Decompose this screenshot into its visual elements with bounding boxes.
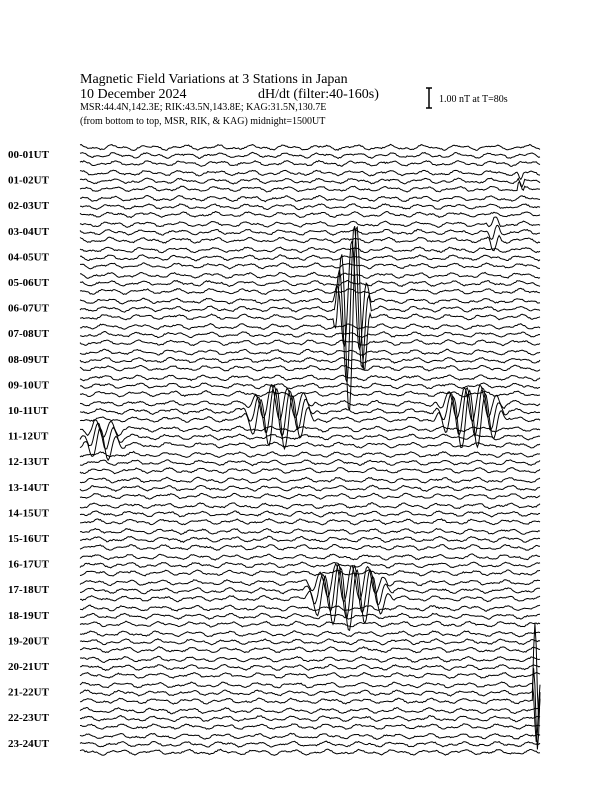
trace-msr-19-20UT [80, 647, 540, 653]
trace-rik-12-13UT [80, 460, 540, 466]
chart-filter: dH/dt (filter:40-160s) [258, 87, 379, 102]
hour-label: 07-08UT [8, 328, 49, 341]
trace-msr-23-24UT [80, 749, 540, 755]
trace-rik-07-08UT [80, 332, 540, 338]
trace-rik-08-09UT [80, 357, 540, 363]
trace-kag-16-17UT [80, 554, 540, 560]
trace-rik-23-24UT [80, 741, 540, 747]
hour-label: 01-02UT [8, 174, 49, 187]
hour-label: 04-05UT [8, 251, 49, 264]
trace-rik-05-06UT [80, 281, 540, 287]
hour-label: 22-23UT [8, 712, 49, 725]
trace-msr-07-08UT [80, 340, 540, 346]
trace-kag-22-23UT [80, 708, 540, 714]
trace-kag-09-10UT [80, 375, 540, 381]
trace-kag-13-14UT [80, 477, 540, 483]
trace-kag-17-18UT [80, 564, 540, 601]
chart-title: Magnetic Field Variations at 3 Stations in Japan [80, 72, 348, 87]
trace-kag-02-03UT [80, 196, 540, 202]
hour-label: 11-12UT [8, 430, 49, 443]
hour-label: 21-22UT [8, 686, 49, 699]
hour-label: 16-17UT [8, 558, 49, 571]
trace-rik-02-03UT [80, 204, 540, 210]
hour-label: 19-20UT [8, 635, 49, 648]
trace-rik-14-15UT [80, 511, 540, 517]
hour-label: 23-24UT [8, 737, 49, 750]
trace-msr-04-05UT [80, 263, 540, 269]
trace-kag-15-16UT [80, 529, 540, 535]
trace-kag-03-04UT [80, 217, 540, 227]
trace-kag-14-15UT [80, 503, 540, 509]
trace-msr-05-06UT [80, 288, 540, 294]
trace-msr-06-07UT [80, 227, 540, 410]
trace-rik-22-23UT [80, 716, 540, 722]
trace-rik-01-02UT [80, 178, 540, 187]
trace-rik-04-05UT [80, 255, 540, 261]
trace-rik-09-10UT [80, 383, 540, 389]
station-order-note: (from bottom to top, MSR, RIK, & KAG) midnight=1500UT [80, 116, 326, 127]
trace-msr-08-09UT [80, 365, 540, 371]
hour-label: 02-03UT [8, 200, 49, 213]
hour-label: 06-07UT [8, 302, 49, 315]
hour-label: 12-13UT [8, 456, 49, 469]
hour-label: 20-21UT [8, 661, 49, 673]
trace-kag-12-13UT [80, 452, 540, 458]
chart-date: 10 December 2024 [80, 87, 187, 102]
hour-label: 15-16UT [8, 533, 49, 545]
trace-kag-04-05UT [80, 247, 540, 253]
trace-rik-00-01UT [80, 152, 540, 158]
trace-kag-00-01UT [80, 144, 540, 150]
hour-label: 03-04UT [8, 225, 49, 238]
trace-msr-22-23UT [80, 724, 540, 729]
hour-label: 18-19UT [8, 609, 49, 622]
trace-msr-12-13UT [80, 468, 540, 474]
scale-label: 1.00 nT at T=80s [439, 94, 508, 105]
trace-msr-13-14UT [80, 493, 540, 499]
hour-label: 08-09UT [8, 353, 49, 366]
trace-rik-03-04UT [80, 225, 540, 239]
trace-rik-16-17UT [80, 562, 540, 568]
hour-label: 17-18UT [8, 584, 49, 597]
trace-kag-19-20UT [80, 631, 540, 637]
trace-rik-20-21UT [80, 664, 540, 670]
trace-rik-19-20UT [80, 639, 540, 645]
trace-kag-01-02UT [80, 170, 540, 179]
station-coordinates: MSR:44.4N,142.3E; RIK:43.5N,143.8E; KAG:31.5N,130.7E [80, 102, 327, 113]
trace-msr-17-18UT [80, 568, 540, 630]
hour-label: 14-15UT [8, 507, 49, 520]
trace-kag-08-09UT [80, 349, 540, 355]
trace-rik-18-19UT [80, 613, 540, 619]
hour-label: 10-11UT [8, 405, 49, 417]
trace-kag-07-08UT [80, 324, 540, 330]
trace-kag-05-06UT [80, 272, 540, 278]
trace-kag-20-21UT [80, 656, 540, 662]
trace-msr-18-19UT [80, 621, 540, 627]
trace-msr-21-22UT [80, 623, 540, 719]
trace-rik-13-14UT [80, 485, 540, 491]
trace-msr-00-01UT [80, 160, 540, 166]
hour-label: 05-06UT [8, 277, 49, 289]
trace-msr-02-03UT [80, 212, 540, 218]
trace-msr-14-15UT [80, 519, 540, 525]
trace-kag-11-12UT [80, 420, 540, 437]
trace-msr-20-21UT [80, 673, 540, 679]
hour-label: 13-14UT [8, 481, 49, 494]
hour-label: 00-01UT [8, 149, 49, 161]
trace-msr-16-17UT [80, 570, 540, 576]
trace-kag-23-24UT [80, 733, 540, 739]
trace-rik-15-16UT [80, 536, 540, 542]
hour-label: 09-10UT [8, 379, 49, 392]
trace-kag-18-19UT [80, 605, 540, 611]
trace-msr-15-16UT [80, 545, 540, 551]
